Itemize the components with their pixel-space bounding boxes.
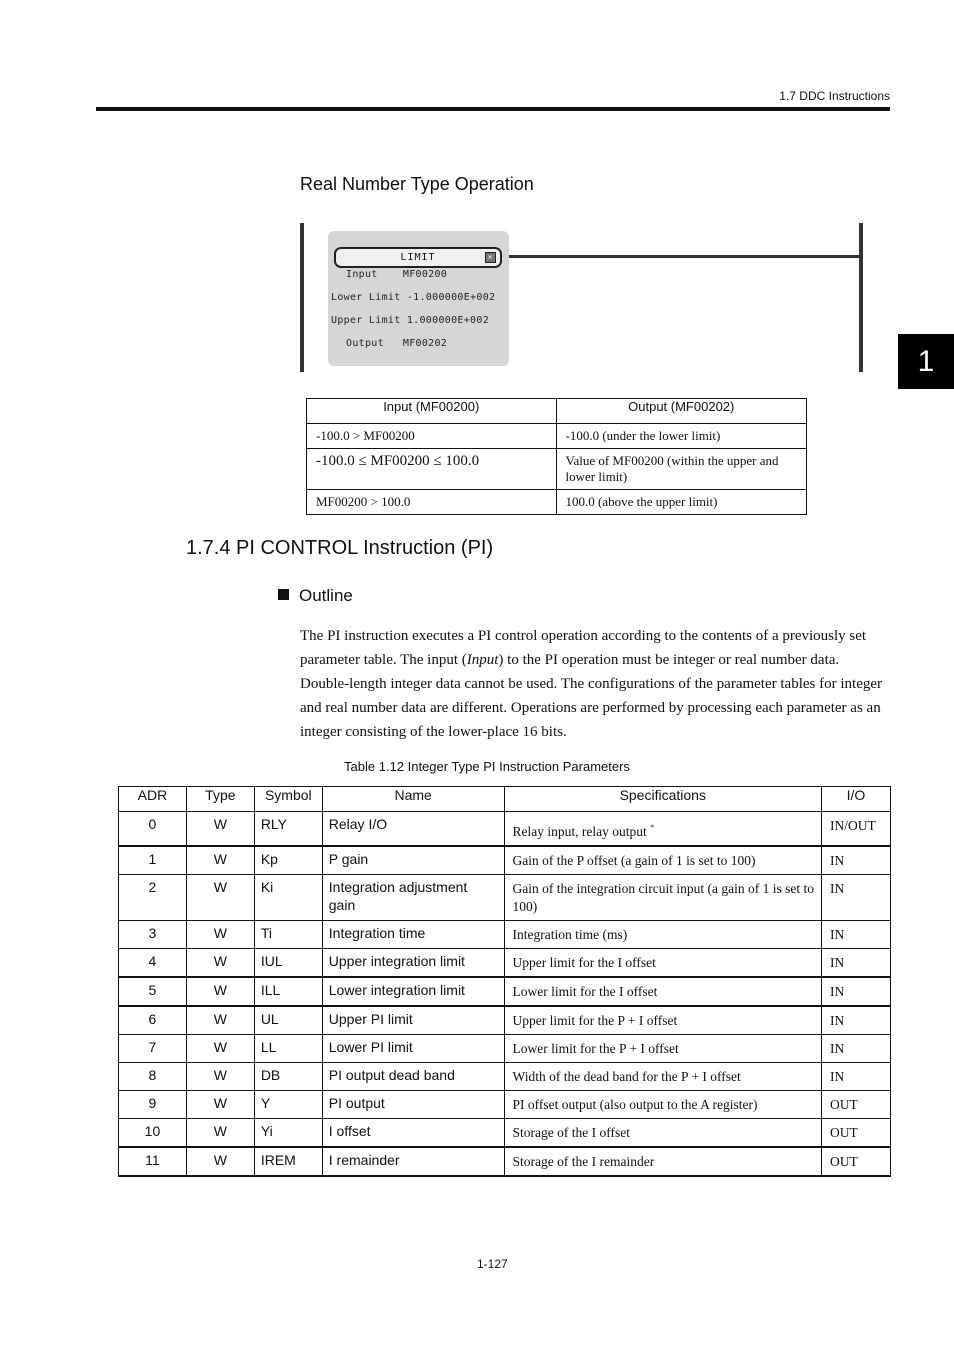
table-cell: IUL	[254, 949, 322, 978]
table-cell: W	[186, 1119, 254, 1148]
table-cell: 0	[119, 812, 187, 847]
sub-heading: Real Number Type Operation	[300, 174, 534, 194]
outline-paragraph	[300, 624, 892, 744]
paragraph-text: ) to the PI operation must be integer or real number data. Double-length integer data cannot be used. The configurations of the parameter tables for integer and real number data are different. Operations are performed by processing each parameter as an integer consisting of the lower-place 16 bits.	[300, 652, 883, 740]
table-cell: W	[186, 875, 254, 921]
table-row	[307, 490, 807, 515]
footnote-mark: *	[650, 823, 655, 832]
table-cell: Integration time (ms)	[504, 921, 821, 949]
parameter-table	[118, 786, 891, 1177]
limit-output-row: Output MF00202	[346, 338, 448, 349]
table-cell: Ki	[254, 875, 322, 921]
table-cell: PI offset output (also output to the A register)	[504, 1091, 821, 1119]
table-cell: IN	[821, 1063, 890, 1091]
table-cell: IN	[821, 977, 890, 1006]
table-row	[119, 949, 891, 978]
table-cell: Yi	[254, 1119, 322, 1148]
table-cell: W	[186, 846, 254, 875]
column-header: ADR	[119, 787, 187, 812]
table-cell: W	[186, 1035, 254, 1063]
table-cell: -100.0 > MF00200	[307, 424, 557, 449]
table-cell: 5	[119, 977, 187, 1006]
limit-input-row: Input MF00200	[346, 269, 448, 280]
table-cell: P gain	[322, 846, 504, 875]
table-cell: Integration adjustment gain	[322, 875, 504, 921]
table-cell: Relay I/O	[322, 812, 504, 847]
table-row	[119, 921, 891, 949]
table-header-row	[119, 787, 891, 812]
table-cell: 6	[119, 1006, 187, 1035]
column-header: Specifications	[504, 787, 821, 812]
table-row	[307, 424, 807, 449]
table-cell: IN/OUT	[821, 812, 890, 847]
column-header: Type	[186, 787, 254, 812]
table-cell: 4	[119, 949, 187, 978]
table-cell: 100.0 (above the upper limit)	[556, 490, 807, 515]
table-cell: Lower limit for the I offset	[504, 977, 821, 1006]
table-row	[119, 846, 891, 875]
table-cell: W	[186, 1091, 254, 1119]
table-header-row	[307, 399, 807, 424]
table-cell: -100.0 (under the lower limit)	[556, 424, 807, 449]
table-caption: Table 1.12 Integer Type PI Instruction Parameters	[344, 759, 630, 774]
table-cell: IREM	[254, 1147, 322, 1176]
table-row	[119, 1063, 891, 1091]
table-cell: OUT	[821, 1091, 890, 1119]
table-cell: 8	[119, 1063, 187, 1091]
table-cell: I offset	[322, 1119, 504, 1148]
table-cell: Upper PI limit	[322, 1006, 504, 1035]
table-cell: W	[186, 977, 254, 1006]
table-cell: 1	[119, 846, 187, 875]
table-cell: Upper limit for the P + I offset	[504, 1006, 821, 1035]
table-row	[119, 977, 891, 1006]
table-cell: ILL	[254, 977, 322, 1006]
page-number: 1-127	[477, 1257, 508, 1271]
paragraph-italic-text: Input	[466, 652, 499, 668]
table-cell: Storage of the I offset	[504, 1119, 821, 1148]
table-cell: IN	[821, 1035, 890, 1063]
paragraph-text: The PI instruction executes a PI control operation according to the contents of a previously set parameter table. The input (	[300, 628, 867, 668]
outline-heading	[278, 586, 353, 606]
table-cell: Ti	[254, 921, 322, 949]
table-cell: 10	[119, 1119, 187, 1148]
table-cell: 2	[119, 875, 187, 921]
table-cell: PI output	[322, 1091, 504, 1119]
table-cell: MF00200 > 100.0	[307, 490, 557, 515]
limit-block-title-text: LIMIT	[400, 252, 436, 263]
outline-heading-text: Outline	[299, 586, 353, 605]
limit-upper-row: Upper Limit 1.000000E+002	[331, 315, 490, 326]
column-header: I/O	[821, 787, 890, 812]
table-cell: Upper limit for the I offset	[504, 949, 821, 978]
table-cell: IN	[821, 1006, 890, 1035]
header-rule	[96, 107, 890, 111]
column-header: Input (MF00200)	[307, 399, 557, 424]
table-cell: Upper integration limit	[322, 949, 504, 978]
table-row	[307, 449, 807, 490]
table-cell: Lower PI limit	[322, 1035, 504, 1063]
column-header: Symbol	[254, 787, 322, 812]
table-row	[119, 812, 891, 847]
table-cell: Value of MF00200 (within the upper and lower limit)	[556, 449, 807, 490]
table-cell: OUT	[821, 1147, 890, 1176]
table-cell: I remainder	[322, 1147, 504, 1176]
table-cell: Lower limit for the P + I offset	[504, 1035, 821, 1063]
table-row	[119, 1035, 891, 1063]
chapter-tab: 1	[898, 334, 954, 389]
table-cell: RLY	[254, 812, 322, 847]
table-cell: W	[186, 1063, 254, 1091]
spec-text: Relay input, relay output	[512, 824, 651, 839]
limit-block-title	[334, 247, 502, 268]
table-row	[119, 1147, 891, 1176]
close-icon: ✕	[485, 252, 496, 263]
left-power-rail	[300, 223, 304, 372]
column-header: Name	[322, 787, 504, 812]
table-cell: DB	[254, 1063, 322, 1091]
table-cell: W	[186, 949, 254, 978]
table-row	[119, 1119, 891, 1148]
table-cell: UL	[254, 1006, 322, 1035]
table-cell: OUT	[821, 1119, 890, 1148]
running-head: 1.7 DDC Instructions	[779, 89, 890, 103]
table-cell: Width of the dead band for the P + I offset	[504, 1063, 821, 1091]
rung-line	[503, 255, 860, 258]
table-row	[119, 1006, 891, 1035]
table-row	[119, 1091, 891, 1119]
table-cell: Y	[254, 1091, 322, 1119]
square-bullet-icon	[278, 589, 289, 600]
table-cell: Kp	[254, 846, 322, 875]
table-cell: IN	[821, 846, 890, 875]
limit-instruction-block	[328, 231, 509, 366]
table-cell: 3	[119, 921, 187, 949]
table-cell: W	[186, 812, 254, 847]
table-cell: IN	[821, 949, 890, 978]
limit-lower-row: Lower Limit -1.000000E+002	[331, 292, 496, 303]
table-cell: 11	[119, 1147, 187, 1176]
table-cell: 9	[119, 1091, 187, 1119]
table-cell: Lower integration limit	[322, 977, 504, 1006]
limit-result-table	[306, 398, 807, 515]
table-cell: W	[186, 1006, 254, 1035]
table-cell: W	[186, 1147, 254, 1176]
table-cell: -100.0 ≤ MF00200 ≤ 100.0	[307, 449, 557, 490]
table-cell: IN	[821, 921, 890, 949]
table-cell: PI output dead band	[322, 1063, 504, 1091]
column-header: Output (MF00202)	[556, 399, 807, 424]
table-cell	[504, 812, 821, 847]
table-cell: Gain of the P offset (a gain of 1 is set to 100)	[504, 846, 821, 875]
right-power-rail	[859, 223, 863, 372]
table-cell: Storage of the I remainder	[504, 1147, 821, 1176]
table-cell: LL	[254, 1035, 322, 1063]
section-heading: 1.7.4 PI CONTROL Instruction (PI)	[186, 537, 494, 559]
table-cell: IN	[821, 875, 890, 921]
table-cell: 7	[119, 1035, 187, 1063]
table-cell: W	[186, 921, 254, 949]
table-cell: Gain of the integration circuit input (a gain of 1 is set to 100)	[504, 875, 821, 921]
table-row	[119, 875, 891, 921]
table-cell: Integration time	[322, 921, 504, 949]
